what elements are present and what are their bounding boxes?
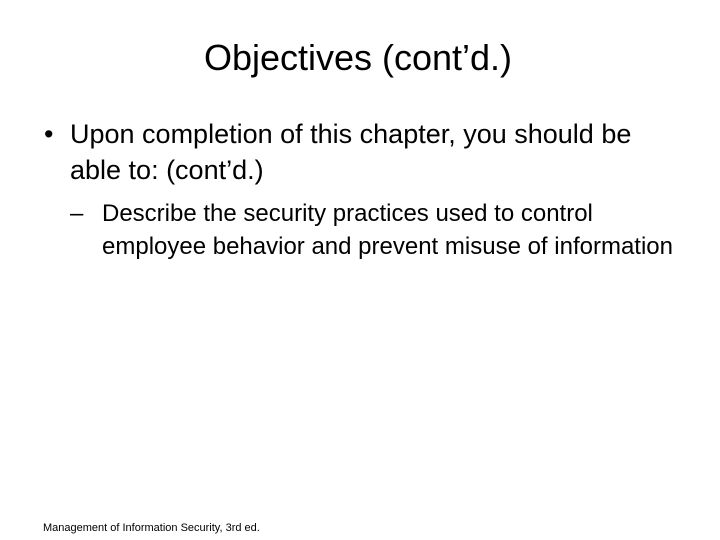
slide-footer: Management of Information Security, 3rd ed. xyxy=(43,522,260,534)
slide-title: Objectives (cont’d.) xyxy=(203,37,513,78)
sub-bullet-item xyxy=(70,197,690,263)
bullet-item xyxy=(44,116,644,188)
bullet-marker: • xyxy=(44,119,54,149)
sub-bullet-text: Describe the security practices used to control employee behavior and prevent misuse of information xyxy=(102,200,673,260)
sub-bullet-marker: – xyxy=(70,200,84,227)
bullet-text: Upon completion of this chapter, you should be able to: (cont’d.) xyxy=(70,119,632,185)
